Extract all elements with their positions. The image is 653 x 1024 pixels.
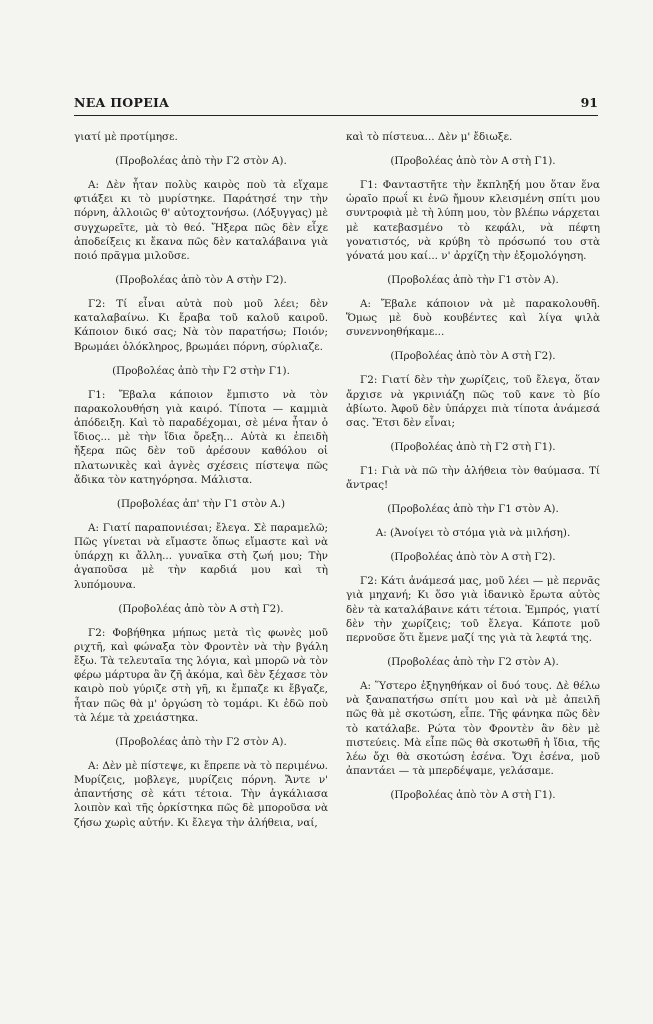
dialogue-paragraph: Γ1: Γιὰ νὰ πῶ τὴν ἀλήθεια τὸν θαύμασα. Τί ἄντρας!	[346, 465, 600, 492]
stage-direction: (Προβολέας ἀπὸ τὸν Α στὴ Γ2).	[390, 551, 556, 564]
stage-direction: (Προβολέας ἀπὸ τὴν Γ2 στὸν Α).	[115, 155, 287, 167]
left-column	[74, 130, 328, 840]
stage-direction: (Προβολέας ἀπὸ τὴν Γ2 στὴν Γ1).	[112, 364, 290, 377]
stage-direction: (Προβολέας ἀπὸ τὴν Γ1 στὸν Α).	[387, 503, 559, 516]
dialogue-paragraph: Α: Ἔβαλε κάποιον νὰ μὲ παρακολουθῆ. Ὅμως μὲ δυὸ κουβέντες καὶ λίγα ψιλὰ συνεννοηθήκαμε...	[346, 298, 600, 339]
stage-direction: (Προβολέας ἀπὸ τὴν Γ2 στὸν Α).	[115, 735, 287, 748]
dialogue-paragraph: Α: Δὲν μὲ πίστεψε, κι ἔπρεπε νὰ τὸ περιμένω. Μυρίζεις, μοβλεγε, μυρίζεις πόρνη. Ἄντε ν' ἀπαντήσης σὲ κάτι τέτοια. Τὴν ἀγκάλιασα λοιπὸν καὶ τῆς ὁρκίστηκα πῶς δὲ μποροῦσα νὰ ζήσω χωρὶς αὐτήν. Κι ἔλεγα τὴν ἀλήθεια, ναί,	[74, 759, 328, 829]
dialogue-paragraph: Α: Δὲν ἦταν πολὺς καιρὸς ποὺ τὰ εἴχαμε φτιάξει κι τὸ μυρίστηκε. Παράτησέ την τὴν πόρνη, ἀλλοιῶς θ' αὐτοχτονήσω. (Λόξυγγας) μὲ συγχωρεῖτε, μὰ τὸ θεό. Ἤξερα πῶς δὲν εἶχε ἀποδείξεις κι ἔκανα πῶς δὲν καταλάβαινα γιὰ ποιό πρᾶγμα μιλοῦσε.	[74, 179, 328, 263]
stage-direction: (Προβολέας ἀπὸ τὴ Γ2 στὴ Γ1).	[390, 441, 556, 454]
running-header	[74, 95, 598, 116]
dialogue-paragraph: Γ2: Κάτι ἀνάμεσά μας, μοῦ λέει — μὲ περνᾶς γιὰ μηχανή; Κι ὅσο γιὰ ἰδανικὸ ἔρωτα αὐτὸς δὲν τὰ καταλάβαινε κάτι τέτοια. Ἐμπρός, γιατί δὲν τὴν χωρίζεις; τοῦ ἔλεγα. Κάποτε μοῦ περνοῦσε ὅτι ἔμενε μαζί της γιὰ τὰ λεφτά της.	[346, 575, 600, 645]
dialogue-paragraph: Α: Ὕστερο ἐξηγηθήκαν οἱ δυό τους. Δὲ θέλω νὰ ξαναπατήσω σπίτι μου καὶ νὰ μὲ ἀπειλῆ πῶς θὰ μὲ σκοτώση, εἶπε. Τῆς φάνηκα πῶς δὲν τὸ κατάλαβε. Ρώτα τὸν Φροντὲν ἂν δὲν μὲ πιστεύεις. Μὰ εἶπε πῶς θὰ σκοτωθῆ ἡ ἴδια, τῆς λέω ὄχι θὰ σκοτώση ἐσένα. Ὄχι ἐσένα, μοῦ ἀπαντάει — τὰ μπερδέψαμε, γελάσαμε.	[346, 680, 600, 778]
page-number: 91	[580, 95, 598, 110]
stage-direction: (Προβολέας ἀπὸ τὸν Α στὴ Γ1).	[390, 155, 556, 167]
right-column	[346, 130, 600, 812]
stage-direction: (Προβολέας ἀπὸ τὸν Α στὴ Γ2).	[118, 602, 284, 615]
dialogue-paragraph: Γ2: Τί εἶναι αὐτὰ ποὺ μοῦ λέει; δὲν καταλαβαίνω. Κι ἔραβα τοῦ καλοῦ καιροῦ. Κάποιον δικό σας; Νὰ τὸν παρατήσω; Ποιόν; Βρωμάει ὁλόκληρος, βρωμάει πόρνη, σύρλιαζε.	[74, 298, 328, 353]
stage-direction: (Προβολέας ἀπὸ τὸν Α στὴ Γ2).	[390, 350, 556, 363]
dialogue-paragraph: γιατί μὲ προτίμησε.	[74, 131, 178, 143]
dialogue-paragraph: Γ2: Γιατί δὲν τὴν χωρίζεις, τοῦ ἔλεγα, ὅταν ἄρχισε νὰ γκρινιάζη πῶς τοῦ κανε τὸ βίο ἀβίωτο. Ἀφοῦ δὲν ὑπάρχει πιὰ τίποτα ἀνάμεσά σας. Ἔτσι δὲν εἶναι;	[346, 374, 600, 430]
stage-direction: (Προβολέας ἀπὸ τὴν Γ2 στὸν Α).	[387, 656, 559, 669]
stage-direction: (Προβολέας ἀπὸ τὴν Γ1 στὸν Α).	[387, 274, 559, 287]
journal-title: ΝΕΑ ΠΟΡΕΙΑ	[74, 95, 170, 110]
dialogue-paragraph: καὶ τὸ πίστευα... Δὲν μ' ἔδιωξε.	[346, 131, 513, 143]
dialogue-paragraph: Γ1: Ἔβαλα κάποιον ἔμπιστο νὰ τὸν παρακολουθήση γιὰ καιρό. Τίποτα — καμμιὰ ἀπόδειξη. Καὶ τὸ παραδέχομαι, σὲ μένα ἦταν ὁ ἴδιος... μὲ τὴν ἴδια ὄρεξη... Αὐτὰ κι ἐπειδὴ ἤξερα πῶς δὲν τοῦ ἀρέσουν καθόλου οἱ πλατωνικὲς καὶ ἁγνὲς σχέσεις πίστεψα πῶς ἄδικα τὸν κατηγόρησα. Μάλιστα.	[74, 388, 328, 486]
stage-direction: (Προβολέας ἀπ' τὴν Γ1 στὸν Α.)	[116, 497, 286, 510]
dialogue-paragraph: Α: Γιατί παραπονιέσαι; ἔλεγα. Σὲ παραμελῶ; Πῶς γίνεται νὰ εἴμαστε ὅπως εἴμαστε καὶ νὰ ὑπάρχῃ κι ἄλλη... γυναῖκα στὴ ζωή μου; Τὴν ἀγαποῦσα μὲ τὴν καρδιά μου καὶ τὴ λυπόμουνα.	[74, 521, 328, 591]
stage-direction: (Προβολέας ἀπὸ τὸν Α στὴ Γ1).	[390, 789, 556, 802]
dialogue-paragraph: Γ2: Φοβήθηκα μήπως μετὰ τὶς φωνὲς μοῦ ριχτῆ, καὶ φώναξα τὸν Φροντὲν νὰ τὴν βγάλη ἔξω. Τὰ τελευταῖα της λόγια, καὶ μπορῶ νὰ τὸν φέρω μάρτυρα ἂν ζῆ ἀκόμα, καὶ δὲν ξέχασε τὸν καιρὸ ποὺ γύριζε στὴ γῆ, κι ἔμπαζε κι ἔβγαζε, ἦταν πῶς θὰ μ' ὀργώση τὸ τομάρι. Κι ἐδῶ ποὺ τὰ λέμε τὰ χρειάστηκα.	[74, 626, 328, 724]
dialogue-paragraph: Γ1: Φανταστῆτε τὴν ἔκπληξή μου ὅταν ἕνα ὡραῖο πρωΐ κι ἐνῶ ἤμουν κλεισμένη σπίτι μου συντροφιὰ μὲ τὴ λύπη μου, τὸν βλέπω νάρχεται μὲ κατεβασμένο τὸ κεφάλι, νὰ πέφτη γονατιστός, νὰ κρύβη τὸ πρόσωπό του στὰ γόνατά μου καί... ν' ἀρχίζη τὴν ἐξομολόγηση.	[346, 179, 600, 263]
stage-direction: Α: (Ἀνοίγει τὸ στόμα γιὰ νὰ μιλήση).	[375, 527, 571, 540]
stage-direction: (Προβολέας ἀπὸ τὸν Α στὴν Γ2).	[115, 274, 287, 287]
